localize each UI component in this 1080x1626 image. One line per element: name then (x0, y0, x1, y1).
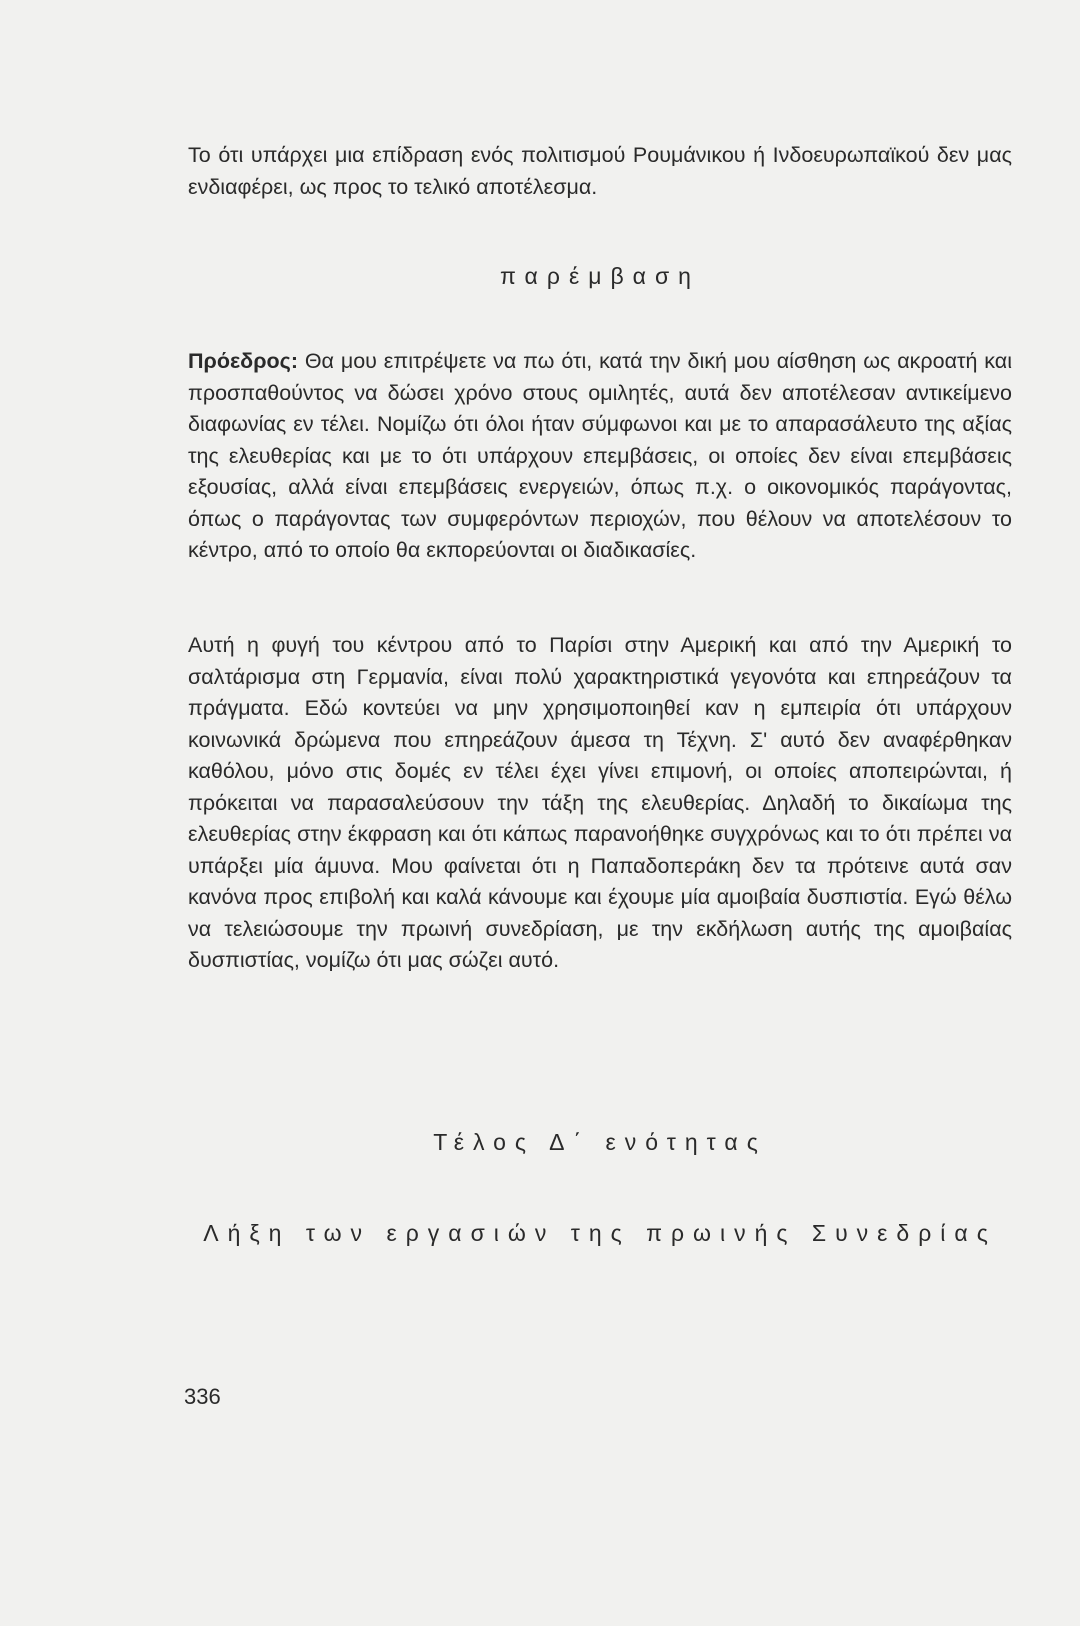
flight-paragraph (188, 630, 1012, 977)
section-end-heading: Τέλος Δ΄ ενότητας (433, 1129, 767, 1155)
page-number: 336 (184, 1384, 221, 1409)
intro-text: Το ότι υπάρχει μια επίδραση ενός πολιτισμού Ρουμάνικου ή Ινδοευρωπαϊκού δεν μας ενδιαφέρει, ως προς το τελικό αποτέλεσμα. (188, 143, 1012, 199)
session-close-heading: Λήξη των εργασιών της πρωινής Συνεδρίας (203, 1220, 997, 1246)
chair-text: Θα μου επιτρέψετε να πω ότι, κατά την δική μου αίσθηση ως ακροατή και προσπαθούντος να δώσει χρόνο στους ομιλητές, αυτά δεν αποτέλεσαν αντικείμενο διαφωνίας εν τέλει. Νομίζω ότι όλοι ήταν σύμφωνοι και με το απαρασάλευτο της αξίας της ελευθερίας και με το ότι υπάρχουν επεμβάσεις, οι οποίες δεν είναι επεμβάσεις εξουσίας, αλλά είναι επεμβάσεις ενεργειών, όπως π.χ. ο οικονομικός παράγοντας, όπως ο παράγοντας των συμφερόντων περιοχών, που θέλουν να αποτελέσουν το κέντρο, από το οποίο θα εκπορεύονται οι διαδικασίες. (188, 349, 1012, 562)
chair-paragraph (188, 346, 1012, 567)
intro-paragraph (188, 140, 1012, 203)
speaker-label: Πρόεδρος: (188, 349, 298, 373)
interjection-heading: παρέμβαση (500, 263, 700, 289)
flight-text: Αυτή η φυγή του κέντρου από το Παρίσι στην Αμερική και από την Αμερική το σαλτάρισμα στη Γερμανία, είναι πολύ χαρακτηριστικά γεγονότα και επηρεάζουν τα πράγματα. Εδώ κοντεύει να μην χρησιμοποιηθεί καν η εμπειρία ότι υπάρχουν κοινωνικά δρώμενα που επηρεάζουν άμεσα τη Τέχνη. Σ' αυτό δεν αναφέρθηκαν καθόλου, μόνο στις δομές εν τέλει έχει γίνει επιμονή, οι οποίες αποπειρώνται, ή πρόκειται να παρασαλεύσουν την τάξη της ελευθερίας. Δηλαδή το δικαίωμα της ελευθερίας στην έκφραση και ότι κάπως παρανοήθηκε συγχρόνως και το ότι πρέπει να υπάρξει μία άμυνα. Μου φαίνεται ότι η Παπαδοπεράκη δεν τα πρότεινε αυτά σαν κανόνα προς επιβολή και καλά κάνουμε και έχουμε μία αμοιβαία δυσπιστία. Εγώ θέλω να τελειώσουμε την πρωινή συνεδρίαση, με την εκδήλωση αυτής της αμοιβαίας δυσπιστίας, νομίζω ότι μας σώζει αυτό. (188, 633, 1012, 972)
